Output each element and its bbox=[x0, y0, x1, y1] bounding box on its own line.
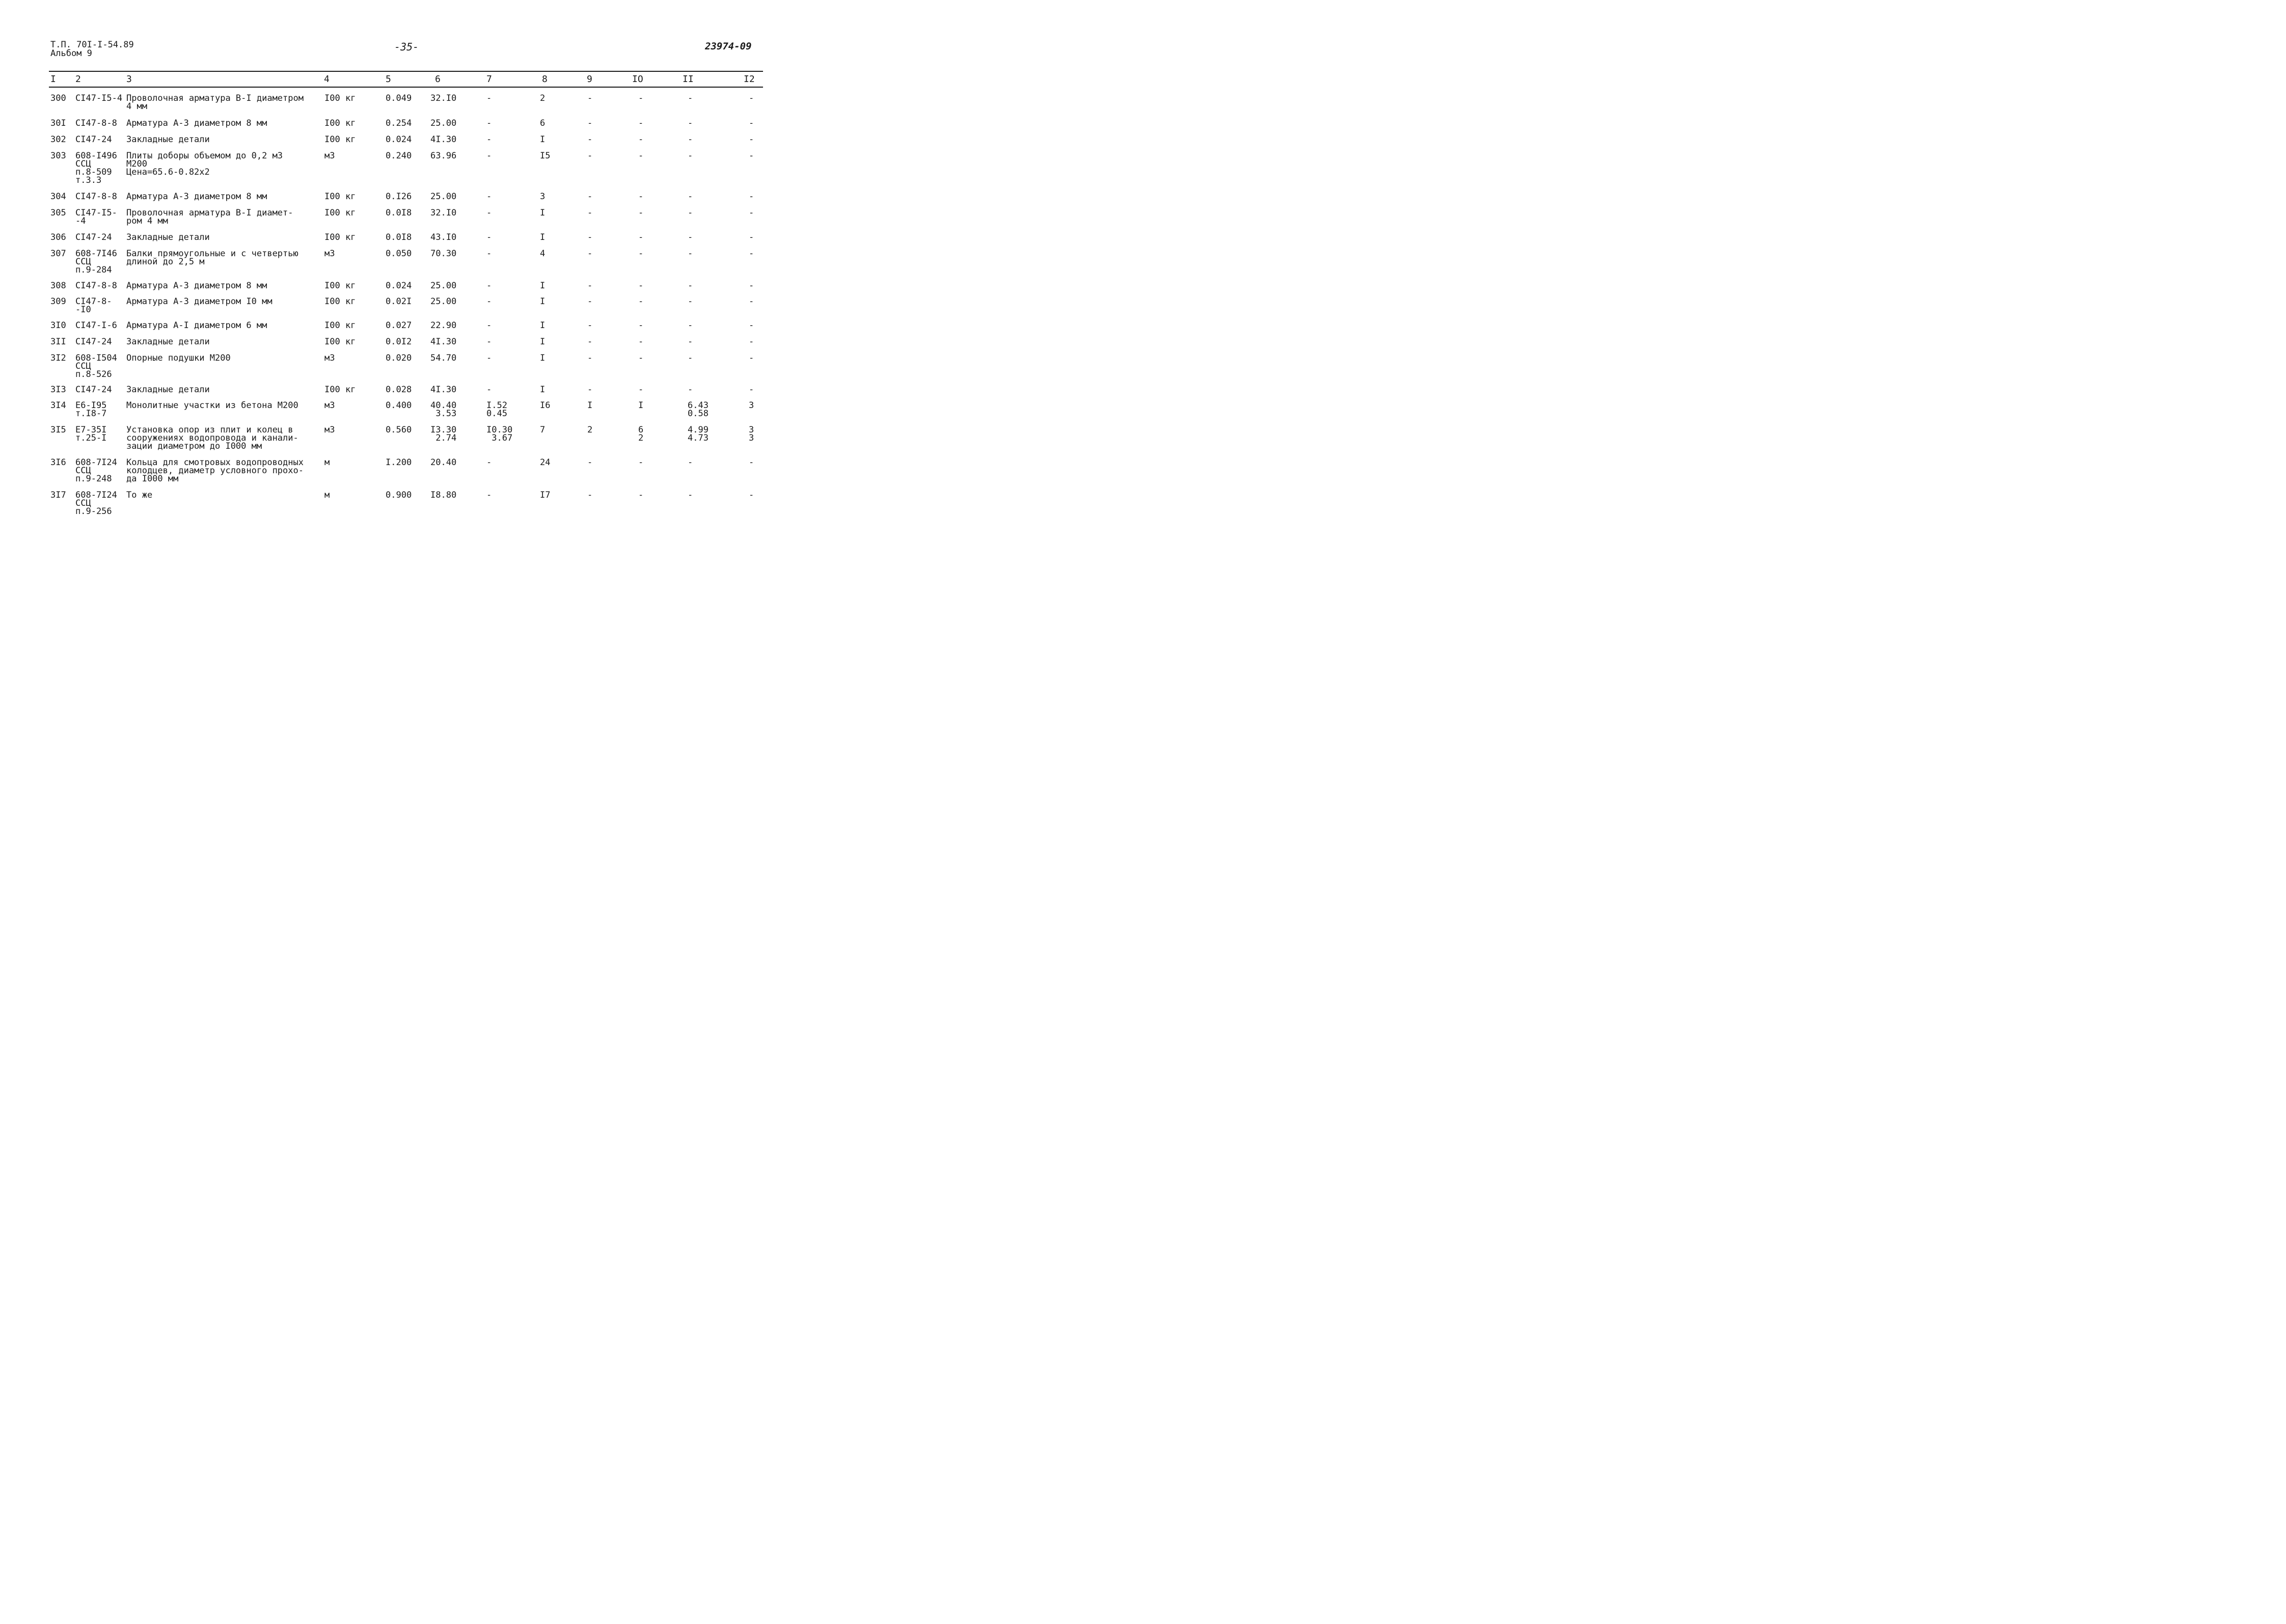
row-number: 304 bbox=[50, 192, 66, 202]
unit-cost: 32.I0 bbox=[430, 208, 457, 218]
col-7-value: - bbox=[486, 118, 492, 128]
unit-cost: 43.I0 bbox=[430, 232, 457, 242]
unit-cost: 32.I0 bbox=[430, 93, 457, 103]
col-7-value: - bbox=[486, 337, 492, 347]
col-9-value: - bbox=[587, 457, 593, 468]
col-9-value: - bbox=[587, 134, 593, 145]
table-top-rule bbox=[49, 71, 763, 72]
col-10-value: - bbox=[638, 151, 644, 161]
col-8-value: I bbox=[540, 320, 546, 331]
norm-code: 608-7I24 ССЦ п.9-256 bbox=[75, 490, 117, 517]
quantity: 0.020 bbox=[386, 353, 412, 363]
unit: I00 кг bbox=[324, 232, 356, 242]
col-7-value: - bbox=[486, 281, 492, 291]
unit: I00 кг bbox=[324, 192, 356, 202]
col-9-value: - bbox=[587, 151, 593, 161]
col-11-value: - bbox=[688, 134, 693, 145]
col-8-value: 7 bbox=[540, 425, 546, 435]
row-number: 308 bbox=[50, 281, 66, 291]
quantity: 0.400 bbox=[386, 400, 412, 411]
col-9-value: - bbox=[587, 385, 593, 395]
project-code: Т.П. 70I-I-54.89 bbox=[50, 40, 134, 50]
album-number: Альбом 9 bbox=[50, 48, 92, 59]
project-reference bbox=[50, 41, 134, 58]
unit: I00 кг bbox=[324, 385, 356, 395]
row-number: 302 bbox=[50, 134, 66, 145]
col-12-value: - bbox=[749, 490, 754, 500]
unit: м3 bbox=[324, 151, 335, 161]
col-8-value: I5 bbox=[540, 151, 551, 161]
work-description: Закладные детали bbox=[126, 385, 210, 395]
col-11-value: - bbox=[688, 281, 693, 291]
col-7-value: - bbox=[486, 208, 492, 218]
col-7-value: - bbox=[486, 232, 492, 242]
col-7-value: - bbox=[486, 385, 492, 395]
col-8-value: I7 bbox=[540, 490, 551, 500]
unit: I00 кг bbox=[324, 93, 356, 103]
col-11-value: - bbox=[688, 296, 693, 307]
col-7-value: - bbox=[486, 192, 492, 202]
unit-cost: 25.00 bbox=[430, 118, 457, 128]
unit-cost: 63.96 bbox=[430, 151, 457, 161]
unit-cost: 4I.30 bbox=[430, 337, 457, 347]
col-9-value: 2 bbox=[587, 425, 593, 435]
quantity: 0.024 bbox=[386, 134, 412, 145]
col-9-value: I bbox=[587, 400, 593, 411]
unit-cost: I8.80 bbox=[430, 490, 457, 500]
row-number: 303 bbox=[50, 151, 66, 161]
col-8-value: 2 bbox=[540, 93, 546, 103]
work-description: Арматура А-3 диаметром 8 мм bbox=[126, 192, 267, 202]
col-9-value: - bbox=[587, 353, 593, 363]
col-9-value: - bbox=[587, 118, 593, 128]
quantity: 0.900 bbox=[386, 490, 412, 500]
norm-code: CI47-I-6 bbox=[75, 320, 117, 331]
row-number: 3II bbox=[50, 337, 66, 347]
quantity: 0.024 bbox=[386, 281, 412, 291]
work-description: Арматура А-3 диаметром I0 мм bbox=[126, 296, 273, 307]
col-9-value: - bbox=[587, 490, 593, 500]
row-number: 309 bbox=[50, 296, 66, 307]
norm-code: 608-7I24 ССЦ п.9-248 bbox=[75, 457, 117, 484]
quantity: I.200 bbox=[386, 457, 412, 468]
col-10-value: - bbox=[638, 232, 644, 242]
work-description: Плиты доборы объемом до 0,2 м3 М200 Цена=65.6-0.82х2 bbox=[126, 151, 283, 177]
col-7-value: - bbox=[486, 93, 492, 103]
work-description: То же bbox=[126, 490, 153, 500]
col-8-value: I bbox=[540, 208, 546, 218]
column-header: IO bbox=[632, 74, 643, 85]
col-11-value: - bbox=[688, 490, 693, 500]
col-12-value: - bbox=[749, 134, 754, 145]
row-number: 300 bbox=[50, 93, 66, 103]
col-10-value: - bbox=[638, 249, 644, 259]
col-7-value: - bbox=[486, 320, 492, 331]
col-12-value: - bbox=[749, 151, 754, 161]
col-8-value: 4 bbox=[540, 249, 546, 259]
col-8-value: 6 bbox=[540, 118, 546, 128]
norm-code: Е7-35I т.25-I bbox=[75, 425, 107, 443]
row-number: 3I4 bbox=[50, 400, 66, 411]
column-header: I2 bbox=[744, 74, 755, 85]
work-description: Арматура А-3 диаметром 8 мм bbox=[126, 118, 267, 128]
unit-cost: 54.70 bbox=[430, 353, 457, 363]
col-10-value: - bbox=[638, 208, 644, 218]
work-description: Кольца для смотровых водопроводных колодцев, диаметр условного прохо- да I000 мм bbox=[126, 457, 304, 484]
col-12-value: - bbox=[749, 208, 754, 218]
col-12-value: - bbox=[749, 337, 754, 347]
norm-code: CI47-24 bbox=[75, 337, 112, 347]
work-description: Закладные детали bbox=[126, 134, 210, 145]
col-10-value: I bbox=[638, 400, 644, 411]
norm-code: 608-I496 ССЦ п.8-509 т.3.3 bbox=[75, 151, 117, 185]
work-description: Установка опор из плит и колец в сооружениях водопровода и канали- зации диаметром до I000 мм bbox=[126, 425, 298, 451]
col-11-value: - bbox=[688, 118, 693, 128]
quantity: 0.254 bbox=[386, 118, 412, 128]
quantity: 0.027 bbox=[386, 320, 412, 331]
norm-code: 608-I504 ССЦ п.8-526 bbox=[75, 353, 117, 380]
col-11-value: - bbox=[688, 353, 693, 363]
unit: м3 bbox=[324, 425, 335, 435]
col-11-value: - bbox=[688, 93, 693, 103]
quantity: 0.050 bbox=[386, 249, 412, 259]
norm-code: Е6-I95 т.I8-7 bbox=[75, 400, 107, 419]
unit-cost: 40.40 3.53 bbox=[430, 400, 457, 419]
quantity: 0.02I bbox=[386, 296, 412, 307]
quantity: 0.I26 bbox=[386, 192, 412, 202]
col-10-value: - bbox=[638, 93, 644, 103]
col-12-value: - bbox=[749, 385, 754, 395]
col-10-value: - bbox=[638, 134, 644, 145]
quantity: 0.0I8 bbox=[386, 208, 412, 218]
column-header: 8 bbox=[542, 74, 548, 85]
row-number: 30I bbox=[50, 118, 66, 128]
col-7-value: I0.30 3.67 bbox=[486, 425, 513, 443]
norm-code: 608-7I46 ССЦ п.9-284 bbox=[75, 249, 117, 275]
col-10-value: - bbox=[638, 337, 644, 347]
unit: I00 кг bbox=[324, 337, 356, 347]
work-description: Проволочная арматура В-I диаметром 4 мм bbox=[126, 93, 304, 112]
col-8-value: I bbox=[540, 337, 546, 347]
col-7-value: - bbox=[486, 353, 492, 363]
col-12-value: - bbox=[749, 353, 754, 363]
header-bottom-rule bbox=[49, 87, 763, 88]
col-12-value: - bbox=[749, 118, 754, 128]
col-11-value: - bbox=[688, 385, 693, 395]
row-number: 307 bbox=[50, 249, 66, 259]
work-description: Арматура А-3 диаметром 8 мм bbox=[126, 281, 267, 291]
col-12-value: - bbox=[749, 249, 754, 259]
unit-cost: 25.00 bbox=[430, 192, 457, 202]
column-header: 2 bbox=[75, 74, 81, 85]
col-10-value: 6 2 bbox=[638, 425, 644, 443]
col-12-value: - bbox=[749, 93, 754, 103]
work-description: Арматура А-I диаметром 6 мм bbox=[126, 320, 267, 331]
col-9-value: - bbox=[587, 337, 593, 347]
col-10-value: - bbox=[638, 457, 644, 468]
col-7-value: - bbox=[486, 249, 492, 259]
col-9-value: - bbox=[587, 208, 593, 218]
col-8-value: I6 bbox=[540, 400, 551, 411]
col-12-value: - bbox=[749, 281, 754, 291]
col-8-value: 3 bbox=[540, 192, 546, 202]
unit-cost: 25.00 bbox=[430, 296, 457, 307]
unit-cost: 4I.30 bbox=[430, 134, 457, 145]
col-8-value: I bbox=[540, 385, 546, 395]
unit: I00 кг bbox=[324, 320, 356, 331]
col-9-value: - bbox=[587, 320, 593, 331]
column-header: 4 bbox=[324, 74, 330, 85]
row-number: 3I6 bbox=[50, 457, 66, 468]
col-12-value: - bbox=[749, 232, 754, 242]
column-header: 5 bbox=[386, 74, 391, 85]
column-header: II bbox=[683, 74, 694, 85]
quantity: 0.240 bbox=[386, 151, 412, 161]
col-9-value: - bbox=[587, 281, 593, 291]
col-8-value: I bbox=[540, 296, 546, 307]
col-11-value: - bbox=[688, 320, 693, 331]
col-12-value: - bbox=[749, 457, 754, 468]
unit: I00 кг bbox=[324, 281, 356, 291]
norm-code: CI47-24 bbox=[75, 134, 112, 145]
col-11-value: - bbox=[688, 337, 693, 347]
col-11-value: - bbox=[688, 151, 693, 161]
unit: м bbox=[324, 490, 330, 500]
unit-cost: I3.30 2.74 bbox=[430, 425, 457, 443]
work-description: Закладные детали bbox=[126, 232, 210, 242]
col-11-value: - bbox=[688, 192, 693, 202]
column-header: 9 bbox=[587, 74, 592, 85]
col-7-value: - bbox=[486, 457, 492, 468]
col-7-value: - bbox=[486, 490, 492, 500]
unit-cost: 25.00 bbox=[430, 281, 457, 291]
row-number: 306 bbox=[50, 232, 66, 242]
col-11-value: - bbox=[688, 208, 693, 218]
col-8-value: I bbox=[540, 134, 546, 145]
col-9-value: - bbox=[587, 232, 593, 242]
work-description: Балки прямоугольные и с четвертью длиной до 2,5 м bbox=[126, 249, 298, 267]
col-10-value: - bbox=[638, 118, 644, 128]
unit-cost: 70.30 bbox=[430, 249, 457, 259]
col-12-value: 3 3 bbox=[749, 425, 754, 443]
col-12-value: - bbox=[749, 296, 754, 307]
unit: I00 кг bbox=[324, 208, 356, 218]
col-9-value: - bbox=[587, 249, 593, 259]
unit: м3 bbox=[324, 400, 335, 411]
unit: I00 кг bbox=[324, 296, 356, 307]
unit: I00 кг bbox=[324, 134, 356, 145]
col-7-value: I.52 0.45 bbox=[486, 400, 507, 419]
quantity: 0.049 bbox=[386, 93, 412, 103]
row-number: 305 bbox=[50, 208, 66, 218]
page-number: -35- bbox=[394, 41, 419, 53]
row-number: 3I2 bbox=[50, 353, 66, 363]
col-10-value: - bbox=[638, 192, 644, 202]
col-12-value: 3 bbox=[749, 400, 754, 411]
norm-code: CI47-8-8 bbox=[75, 192, 117, 202]
col-8-value: I bbox=[540, 353, 546, 363]
column-header: 7 bbox=[486, 74, 492, 85]
quantity: 0.560 bbox=[386, 425, 412, 435]
unit: I00 кг bbox=[324, 118, 356, 128]
work-description: Проволочная арматура В-I диамет- ром 4 мм bbox=[126, 208, 293, 226]
unit: м3 bbox=[324, 353, 335, 363]
col-11-value: 6.43 0.58 bbox=[688, 400, 709, 419]
col-8-value: I bbox=[540, 232, 546, 242]
unit-cost: 22.90 bbox=[430, 320, 457, 331]
col-10-value: - bbox=[638, 281, 644, 291]
col-8-value: I bbox=[540, 281, 546, 291]
norm-code: CI47-I5-4 bbox=[75, 93, 123, 103]
norm-code: CI47-24 bbox=[75, 232, 112, 242]
norm-code: CI47-8-8 bbox=[75, 118, 117, 128]
column-header: 3 bbox=[126, 74, 132, 85]
unit-cost: 20.40 bbox=[430, 457, 457, 468]
col-9-value: - bbox=[587, 192, 593, 202]
col-7-value: - bbox=[486, 151, 492, 161]
quantity: 0.0I2 bbox=[386, 337, 412, 347]
column-header: I bbox=[50, 74, 56, 85]
norm-code: CI47-8- -I0 bbox=[75, 296, 112, 315]
row-number: 3I0 bbox=[50, 320, 66, 331]
col-10-value: - bbox=[638, 296, 644, 307]
norm-code: CI47-8-8 bbox=[75, 281, 117, 291]
col-7-value: - bbox=[486, 296, 492, 307]
col-10-value: - bbox=[638, 385, 644, 395]
norm-code: CI47-I5- -4 bbox=[75, 208, 117, 226]
col-12-value: - bbox=[749, 192, 754, 202]
row-number: 3I5 bbox=[50, 425, 66, 435]
work-description: Опорные подушки М200 bbox=[126, 353, 231, 363]
col-8-value: 24 bbox=[540, 457, 551, 468]
work-description: Закладные детали bbox=[126, 337, 210, 347]
quantity: 0.028 bbox=[386, 385, 412, 395]
col-10-value: - bbox=[638, 353, 644, 363]
col-10-value: - bbox=[638, 490, 644, 500]
work-description: Монолитные участки из бетона М200 bbox=[126, 400, 298, 411]
col-10-value: - bbox=[638, 320, 644, 331]
unit: м bbox=[324, 457, 330, 468]
col-11-value: 4.99 4.73 bbox=[688, 425, 709, 443]
col-11-value: - bbox=[688, 457, 693, 468]
col-12-value: - bbox=[749, 320, 754, 331]
norm-code: CI47-24 bbox=[75, 385, 112, 395]
unit-cost: 4I.30 bbox=[430, 385, 457, 395]
col-9-value: - bbox=[587, 296, 593, 307]
col-11-value: - bbox=[688, 232, 693, 242]
handwritten-document-code: 23974-09 bbox=[705, 41, 752, 52]
col-7-value: - bbox=[486, 134, 492, 145]
col-9-value: - bbox=[587, 93, 593, 103]
row-number: 3I3 bbox=[50, 385, 66, 395]
column-header: 6 bbox=[435, 74, 441, 85]
unit: м3 bbox=[324, 249, 335, 259]
col-11-value: - bbox=[688, 249, 693, 259]
row-number: 3I7 bbox=[50, 490, 66, 500]
quantity: 0.0I8 bbox=[386, 232, 412, 242]
